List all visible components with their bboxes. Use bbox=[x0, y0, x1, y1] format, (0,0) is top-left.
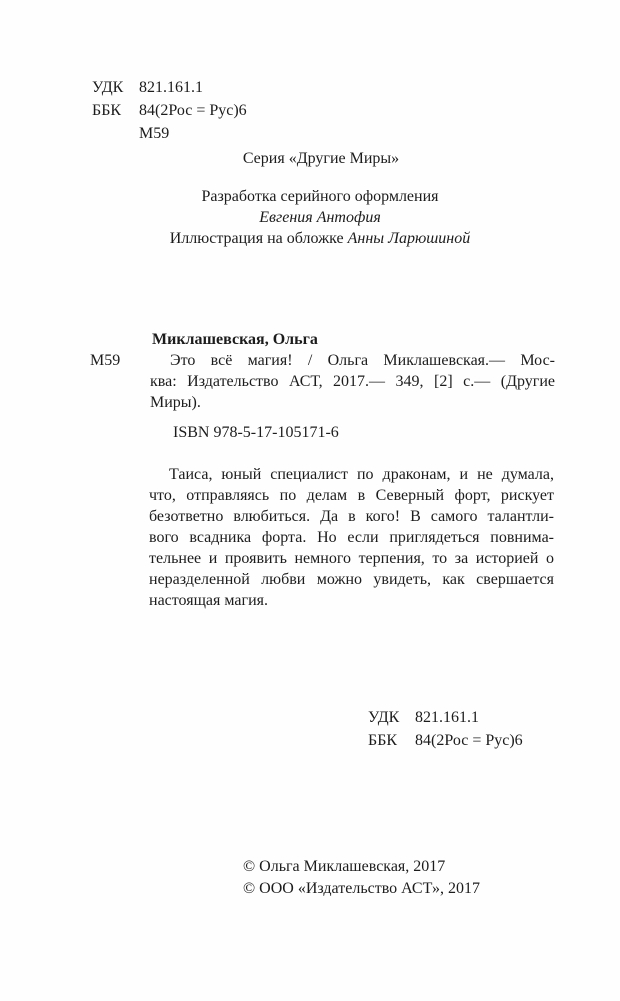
udk-label: УДК bbox=[92, 79, 124, 96]
author-sign-spacer bbox=[92, 122, 139, 145]
text-line: безответно влюбиться. Да в кого! В самого талантли- bbox=[149, 508, 554, 525]
udk-value: 821.161.1 bbox=[139, 79, 203, 96]
bbk-value: 84(2Рос = Рус)6 bbox=[139, 102, 247, 119]
series-title: Серия «Другие Миры» bbox=[242, 150, 400, 167]
copyright-author: © Ольга Миклашевская, 2017 bbox=[243, 858, 446, 875]
udk-label-bottom: УДК bbox=[368, 709, 400, 726]
card-description bbox=[150, 350, 555, 413]
annotation-block bbox=[149, 464, 554, 611]
text-line: Миры). bbox=[150, 394, 201, 411]
bbk-row bbox=[92, 99, 247, 122]
designer-name: Евгения Антофия bbox=[259, 209, 381, 226]
text-line: неразделенной любви можно увидеть, как свершается bbox=[149, 571, 554, 588]
udk-value-bottom: 821.161.1 bbox=[415, 709, 479, 726]
credits-block bbox=[70, 186, 570, 249]
bbk-label: ББК bbox=[92, 102, 122, 119]
isbn-line: ISBN 978-5-17-105171-6 bbox=[173, 424, 339, 441]
text-line: тельнее и проявить немного терпения, то за историей о bbox=[149, 550, 554, 567]
author-sign: М59 bbox=[139, 125, 170, 142]
cover-credit-line bbox=[70, 228, 570, 249]
top-codes-block bbox=[92, 76, 247, 145]
text-line: вого всадника форта. Но если приглядеться повнима- bbox=[149, 529, 554, 546]
card-author-header: Миклашевская, Ольга bbox=[152, 331, 318, 348]
card-author-sign: М59 bbox=[90, 352, 121, 369]
udk-row bbox=[92, 76, 247, 99]
text-line: Это всё магия! / Ольга Миклашевская.— Мос- bbox=[170, 352, 555, 369]
bbk-row-bottom bbox=[368, 729, 523, 752]
cover-artist-name: Анны Ларюшиной bbox=[347, 230, 471, 247]
text-line: что, отправляясь по делам в Северный форт, рискует bbox=[149, 487, 554, 504]
text-line: Таиса, юный специалист по драконам, и не думала, bbox=[169, 466, 554, 483]
bottom-codes-block bbox=[368, 706, 523, 752]
copyright-block bbox=[243, 856, 480, 900]
bbk-label-bottom: ББК bbox=[368, 732, 398, 749]
design-credit: Разработка серийного оформления bbox=[201, 188, 439, 205]
catalog-card bbox=[90, 329, 555, 413]
copyright-publisher: © ООО «Издательство АСТ», 2017 bbox=[243, 880, 480, 897]
text-line: ква: Издательство АСТ, 2017.— 349, [2] с.— (Другие bbox=[150, 373, 555, 390]
author-sign-row bbox=[92, 122, 247, 145]
cover-credit-text: Иллюстрация на обложке bbox=[169, 230, 348, 247]
bbk-value-bottom: 84(2Рос = Рус)6 bbox=[415, 732, 523, 749]
text-line: настоящая магия. bbox=[149, 592, 268, 609]
udk-row-bottom bbox=[368, 706, 523, 729]
